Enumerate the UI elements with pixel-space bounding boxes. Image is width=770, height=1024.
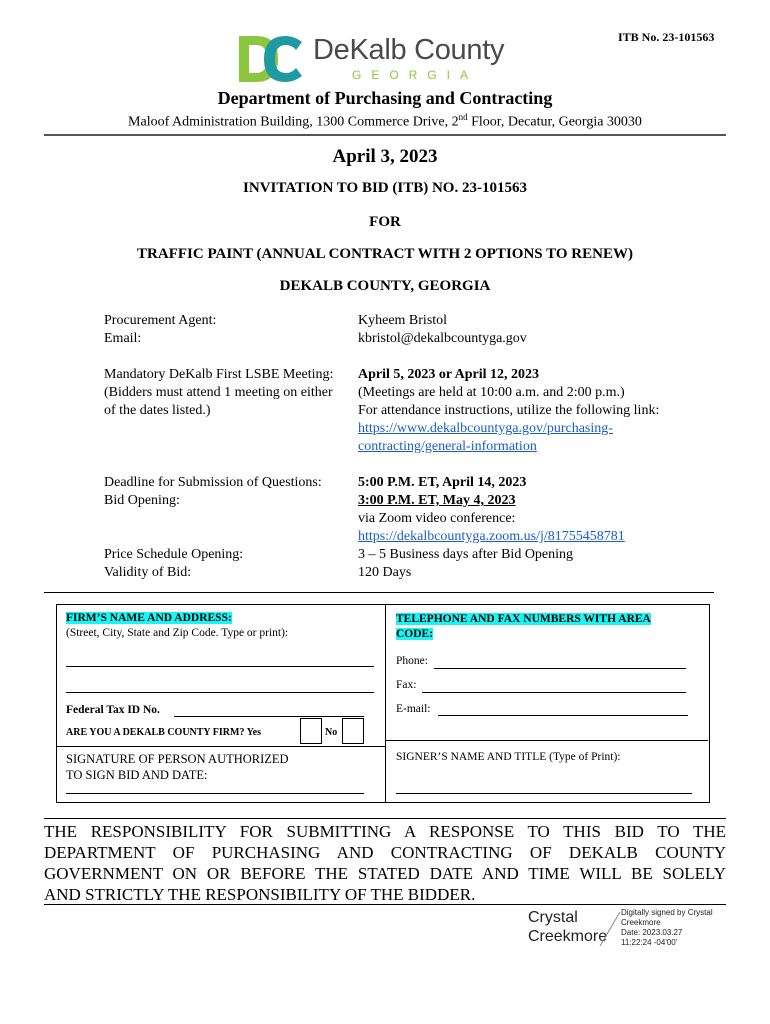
form-row-divider-left — [56, 746, 386, 747]
meeting-label-note2: of the dates listed.) — [104, 403, 211, 418]
meeting-times: (Meetings are held at 10:00 a.m. and 2:00 p.m.) — [358, 385, 625, 400]
dekalb-firm-question: ARE YOU A DEKALB COUNTY FIRM? Yes — [66, 727, 262, 738]
itb-heading: INVITATION TO BID (ITB) NO. 23-101563 — [243, 180, 527, 196]
firm-line-1[interactable] — [66, 666, 374, 667]
itb-number-corner: ITB No. 23-101563 — [618, 30, 715, 44]
yes-checkbox[interactable] — [300, 718, 322, 744]
digital-signature-details: Digitally signed by Crystal Creekmore Date: 2023.03.27 11:22:24 -04'00' — [621, 908, 713, 947]
firm-title: FIRM’S NAME AND ADDRESS: — [66, 612, 232, 624]
deadline-values — [358, 474, 625, 582]
taxid-label: Federal Tax ID No. — [66, 704, 160, 716]
signature-name: Crystal Creekmore — [528, 909, 608, 945]
meeting-labels — [104, 366, 333, 420]
deadline-labels — [104, 474, 322, 510]
validity-label: Validity of Bid: — [104, 565, 192, 580]
phone-title: TELEPHONE AND FAX NUMBERS WITH AREA CODE: — [396, 613, 651, 640]
agent-label: Procurement Agent: — [104, 313, 217, 328]
signer-input[interactable] — [396, 793, 692, 794]
signature-label: SIGNATURE OF PERSON AUTHORIZED TO SIGN BID AND DATE: — [66, 752, 289, 782]
fax-label: Fax: — [396, 679, 417, 691]
phone-label: Phone: — [396, 655, 428, 667]
signature-input[interactable] — [66, 793, 364, 794]
county-heading: DEKALB COUNTY, GEORGIA — [279, 278, 491, 294]
email-label: Email: — [104, 331, 142, 346]
meeting-label: Mandatory DeKalb First LSBE Meeting: — [104, 367, 334, 382]
firm-subtitle: (Street, City, State and Zip Code. Type or print): — [66, 627, 289, 639]
fax-input[interactable] — [422, 692, 686, 693]
firm-line-2[interactable] — [66, 692, 374, 693]
price-label: Price Schedule Opening: — [104, 547, 244, 562]
info-labels — [104, 312, 216, 348]
price-labels — [104, 546, 243, 582]
notice-top-rule — [44, 818, 726, 819]
meeting-values — [358, 366, 708, 456]
taxid-input[interactable] — [174, 716, 364, 717]
email-field-label: E-mail: — [396, 703, 431, 715]
questions-value: 5:00 P.M. ET, April 14, 2023 — [358, 475, 527, 490]
meeting-link-cont[interactable]: contracting/general-information — [358, 439, 537, 454]
project-heading: TRAFFIC PAINT (ANNUAL CONTRACT WITH 2 OPTIONS TO RENEW) — [137, 246, 633, 262]
questions-label: Deadline for Submission of Questions: — [104, 475, 322, 490]
form-row-divider-right — [385, 740, 708, 741]
dc-logo-icon — [236, 34, 306, 84]
meeting-instructions: For attendance instructions, utilize the following link: — [358, 403, 660, 418]
price-value: 3 – 5 Business days after Bid Opening — [358, 547, 574, 562]
responsibility-notice: THE RESPONSIBILITY FOR SUBMITTING A RESPONSE TO THIS BID TO THE DEPARTMENT OF PURCHASING AND CONTRACTING OF DEKALB COUNTY GOVERNMENT ON OR BEFORE THE STATED DATE AND TIME WILL BE SOLELY AND STRICTLY THE RESPONSIBILITY OF THE BIDDER. — [44, 822, 726, 904]
meeting-link[interactable]: https://www.dekalbcountyga.gov/purchasing- — [358, 421, 613, 436]
email-value: kbristol@dekalbcountyga.gov — [358, 331, 527, 346]
validity-value: 120 Days — [358, 565, 412, 580]
logo-name: DeKalb County — [313, 34, 505, 66]
email-field[interactable] — [438, 715, 688, 716]
header-divider — [44, 134, 726, 136]
info-divider — [44, 592, 714, 593]
agent-value: Kyheem Bristol — [358, 313, 448, 328]
meeting-dates: April 5, 2023 or April 12, 2023 — [358, 367, 539, 382]
phone-input[interactable] — [434, 668, 686, 669]
meeting-label-note: (Bidders must attend 1 meeting on either — [104, 385, 333, 400]
notice-bottom-rule — [44, 904, 726, 905]
opening-value: 3:00 P.M. ET, May 4, 2023 — [358, 493, 516, 508]
zoom-link[interactable]: https://dekalbcountyga.zoom.us/j/81755458781 — [358, 529, 625, 544]
opening-label: Bid Opening: — [104, 493, 180, 508]
for-heading: FOR — [369, 214, 401, 230]
dept-address: Maloof Administration Building, 1300 Commerce Drive, 2nd Floor, Decatur, Georgia 30030 — [128, 112, 642, 130]
signer-label: SIGNER’S NAME AND TITLE (Type of Print): — [396, 751, 621, 763]
dept-title: Department of Purchasing and Contracting — [217, 88, 553, 108]
no-checkbox[interactable] — [342, 718, 364, 744]
issue-date: April 3, 2023 — [332, 146, 438, 167]
form-column-divider — [385, 604, 386, 802]
info-values — [358, 312, 527, 348]
zoom-text: via Zoom video conference: — [358, 511, 516, 526]
logo-sub: GEORGIA — [352, 68, 479, 82]
no-label: No — [325, 727, 338, 738]
